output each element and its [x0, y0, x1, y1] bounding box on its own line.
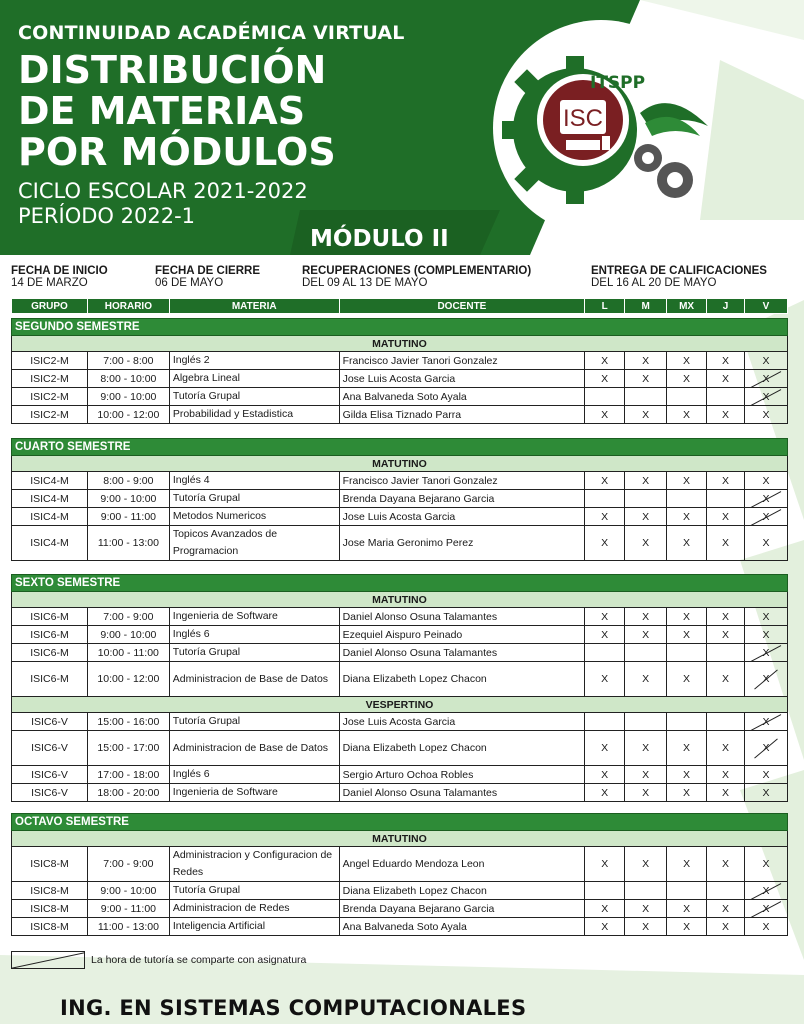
cell-grupo: ISIC8-M: [12, 882, 88, 900]
cell-docente: Gilda Elisa Tiznado Parra: [339, 406, 585, 424]
cell-horario: 10:00 - 12:00: [87, 662, 169, 697]
table-row: [12, 882, 788, 900]
shift-label: VESPERTINO: [12, 697, 788, 713]
cell-grupo: ISIC6-V: [12, 731, 88, 766]
cell-horario: 17:00 - 18:00: [87, 766, 169, 784]
cell-day: X: [744, 626, 787, 644]
cell-day: X: [585, 508, 625, 526]
cell-day: X: [667, 406, 707, 424]
cell-day: X: [625, 847, 667, 882]
cell-day: X: [585, 370, 625, 388]
cell-day: X: [667, 731, 707, 766]
cell-day: X: [707, 847, 745, 882]
semester-table: [11, 318, 788, 424]
table-row: [12, 626, 788, 644]
cell-grupo: ISIC4-M: [12, 472, 88, 490]
cell-grupo: ISIC2-M: [12, 406, 88, 424]
header-text: [18, 22, 405, 229]
cell-materia: Tutoría Grupal: [169, 713, 339, 731]
cell-docente: Angel Eduardo Mendoza Leon: [339, 847, 585, 882]
date-label: ENTREGA DE CALIFICACIONES: [591, 265, 767, 277]
col-l: L: [585, 299, 625, 314]
cell-docente: Jose Maria Geronimo Perez: [339, 526, 585, 561]
cell-docente: Jose Luis Acosta Garcia: [339, 370, 585, 388]
cell-day: [625, 882, 667, 900]
cell-day: X: [667, 766, 707, 784]
cell-grupo: ISIC2-M: [12, 352, 88, 370]
cell-day: X: [585, 526, 625, 561]
cell-horario: 18:00 - 20:00: [87, 784, 169, 802]
cell-day: X: [707, 472, 745, 490]
cell-day: X: [744, 352, 787, 370]
cell-day: X: [744, 918, 787, 936]
cell-day: X: [667, 608, 707, 626]
cell-materia: Algebra Lineal: [169, 370, 339, 388]
semester-title: SEXTO SEMESTRE: [12, 575, 788, 592]
cell-docente: Sergio Arturo Ochoa Robles: [339, 766, 585, 784]
col-mx: MX: [667, 299, 707, 314]
table-row: [12, 713, 788, 731]
table-row: [12, 508, 788, 526]
cell-day: X: [667, 626, 707, 644]
col-horario: HORARIO: [87, 299, 169, 314]
semester-table: [11, 438, 788, 561]
cell-day: X: [585, 847, 625, 882]
cell-day: X: [707, 900, 745, 918]
semester-title: SEGUNDO SEMESTRE: [12, 319, 788, 336]
cell-materia: Tutoría Grupal: [169, 882, 339, 900]
cell-horario: 10:00 - 12:00: [87, 406, 169, 424]
cell-materia: Ingenieria de Software: [169, 608, 339, 626]
date-value: 06 DE MAYO: [155, 277, 224, 289]
cell-horario: 15:00 - 16:00: [87, 713, 169, 731]
table-row: [12, 490, 788, 508]
cell-day: X: [667, 508, 707, 526]
cell-day: X: [585, 784, 625, 802]
cell-docente: Ana Balvaneda Soto Ayala: [339, 918, 585, 936]
cell-horario: 7:00 - 9:00: [87, 847, 169, 882]
header-subtitle: CONTINUIDAD ACADÉMICA VIRTUAL: [18, 22, 405, 44]
col-m: M: [625, 299, 667, 314]
col-grupo: GRUPO: [12, 299, 88, 314]
cell-grupo: ISIC6-V: [12, 713, 88, 731]
cell-day: X: [744, 608, 787, 626]
cell-docente: Daniel Alonso Osuna Talamantes: [339, 608, 585, 626]
cell-day: [585, 644, 625, 662]
cell-day: X: [707, 626, 745, 644]
cell-day: X: [625, 900, 667, 918]
table-row: [12, 766, 788, 784]
cell-horario: 9:00 - 10:00: [87, 388, 169, 406]
cell-day: [667, 644, 707, 662]
itspp-gear-logo: [480, 18, 722, 238]
cell-day: X: [744, 472, 787, 490]
cell-materia: Tutoría Grupal: [169, 490, 339, 508]
table-row: [12, 526, 788, 561]
cell-materia: Probabilidad y Estadistica: [169, 406, 339, 424]
cell-grupo: ISIC6-M: [12, 644, 88, 662]
date-value: 14 DE MARZO: [11, 277, 88, 289]
cell-materia: Inglés 6: [169, 626, 339, 644]
recovery-date: [302, 265, 531, 289]
cell-day: X: [625, 406, 667, 424]
cell-day: X: [744, 713, 787, 731]
cell-day: X: [625, 731, 667, 766]
cell-day: X: [667, 526, 707, 561]
module-label: MÓDULO II: [310, 226, 449, 252]
school-period: PERÍODO 2022-1: [18, 204, 196, 228]
cell-docente: Jose Luis Acosta Garcia: [339, 713, 585, 731]
end-date: [155, 265, 260, 289]
logo-arc-text: ITSPP: [590, 73, 646, 93]
cell-day: X: [744, 406, 787, 424]
date-label: FECHA DE INICIO: [11, 265, 108, 277]
cell-materia: Inteligencia Artificial: [169, 918, 339, 936]
cell-materia: Administracion y Configuracion de Redes: [169, 847, 339, 882]
col-v: V: [744, 299, 787, 314]
cell-day: X: [625, 766, 667, 784]
table-row: [12, 406, 788, 424]
cell-materia: Tutoría Grupal: [169, 388, 339, 406]
legend-swatch: [11, 951, 85, 969]
cell-materia: Inglés 2: [169, 352, 339, 370]
cell-day: [625, 388, 667, 406]
shift-label: MATUTINO: [12, 592, 788, 608]
cell-day: X: [585, 918, 625, 936]
cell-grupo: ISIC4-M: [12, 490, 88, 508]
cell-day: X: [744, 526, 787, 561]
table-row: [12, 731, 788, 766]
cell-materia: Topicos Avanzados de Programacion: [169, 526, 339, 561]
table-row: [12, 918, 788, 936]
start-date: [11, 265, 108, 289]
cell-grupo: ISIC6-M: [12, 608, 88, 626]
cell-day: X: [667, 352, 707, 370]
table-row: [12, 900, 788, 918]
cell-horario: 7:00 - 8:00: [87, 352, 169, 370]
cell-day: [585, 713, 625, 731]
cell-grupo: ISIC2-M: [12, 370, 88, 388]
cell-horario: 9:00 - 11:00: [87, 900, 169, 918]
cell-day: X: [744, 766, 787, 784]
cell-day: X: [585, 766, 625, 784]
cell-grupo: ISIC2-M: [12, 388, 88, 406]
cell-docente: Diana Elizabeth Lopez Chacon: [339, 662, 585, 697]
cell-day: X: [707, 662, 745, 697]
cell-horario: 9:00 - 10:00: [87, 626, 169, 644]
cell-day: [585, 388, 625, 406]
cell-day: X: [625, 784, 667, 802]
cell-horario: 15:00 - 17:00: [87, 731, 169, 766]
cell-day: X: [585, 731, 625, 766]
cell-day: X: [707, 370, 745, 388]
cell-day: X: [707, 918, 745, 936]
cell-day: X: [744, 882, 787, 900]
cell-horario: 9:00 - 11:00: [87, 508, 169, 526]
footer-career: ING. EN SISTEMAS COMPUTACIONALES: [60, 996, 527, 1020]
table-row: [12, 784, 788, 802]
cell-docente: Ana Balvaneda Soto Ayala: [339, 388, 585, 406]
semester-table: [11, 813, 788, 936]
cell-materia: Tutoría Grupal: [169, 644, 339, 662]
cell-materia: Inglés 4: [169, 472, 339, 490]
date-label: RECUPERACIONES (COMPLEMENTARIO): [302, 265, 532, 277]
cell-day: [707, 388, 745, 406]
cell-day: [707, 490, 745, 508]
shift-label: MATUTINO: [12, 456, 788, 472]
semester-table: [11, 574, 788, 802]
school-cycle: CICLO ESCOLAR 2021-2022: [18, 179, 308, 203]
cell-day: X: [585, 662, 625, 697]
cell-day: X: [625, 918, 667, 936]
table-row: [12, 352, 788, 370]
cell-docente: Francisco Javier Tanori Gonzalez: [339, 472, 585, 490]
cell-day: X: [744, 508, 787, 526]
cell-day: [707, 713, 745, 731]
cell-grupo: ISIC6-M: [12, 662, 88, 697]
cell-horario: 8:00 - 10:00: [87, 370, 169, 388]
cell-day: X: [744, 784, 787, 802]
cell-horario: 11:00 - 13:00: [87, 526, 169, 561]
cell-docente: Brenda Dayana Bejarano Garcia: [339, 900, 585, 918]
cell-day: [667, 713, 707, 731]
cell-grupo: ISIC8-M: [12, 918, 88, 936]
cell-grupo: ISIC4-M: [12, 508, 88, 526]
cell-day: X: [744, 662, 787, 697]
cell-day: X: [744, 847, 787, 882]
col-docente: DOCENTE: [339, 299, 585, 314]
cell-docente: Jose Luis Acosta Garcia: [339, 508, 585, 526]
cell-day: X: [625, 352, 667, 370]
cell-day: X: [625, 662, 667, 697]
cell-materia: Inglés 6: [169, 766, 339, 784]
table-row: [12, 644, 788, 662]
cell-day: X: [707, 766, 745, 784]
cell-materia: Administracion de Base de Datos: [169, 731, 339, 766]
page-title: [18, 50, 405, 173]
cell-day: X: [707, 406, 745, 424]
cell-docente: Daniel Alonso Osuna Talamantes: [339, 644, 585, 662]
cell-grupo: ISIC8-M: [12, 900, 88, 918]
col-materia: MATERIA: [169, 299, 339, 314]
cell-day: [707, 882, 745, 900]
cell-horario: 10:00 - 11:00: [87, 644, 169, 662]
cell-day: X: [625, 370, 667, 388]
title-line: DE MATERIAS: [18, 89, 306, 133]
grades-date: [591, 265, 767, 289]
cell-day: [625, 713, 667, 731]
dates-row: [11, 265, 796, 293]
cell-day: X: [667, 370, 707, 388]
cell-day: [667, 490, 707, 508]
cell-day: X: [707, 508, 745, 526]
cell-materia: Metodos Numericos: [169, 508, 339, 526]
cell-day: X: [585, 626, 625, 644]
cell-day: [667, 388, 707, 406]
table-row: [12, 662, 788, 697]
cell-materia: Administracion de Base de Datos: [169, 662, 339, 697]
cell-day: X: [707, 731, 745, 766]
cell-docente: Daniel Alonso Osuna Talamantes: [339, 784, 585, 802]
table-row: [12, 608, 788, 626]
cell-grupo: ISIC6-V: [12, 766, 88, 784]
cell-day: X: [585, 472, 625, 490]
cell-docente: Diana Elizabeth Lopez Chacon: [339, 731, 585, 766]
cell-day: X: [625, 508, 667, 526]
cell-docente: Ezequiel Aispuro Peinado: [339, 626, 585, 644]
cell-day: X: [667, 662, 707, 697]
cell-horario: 11:00 - 13:00: [87, 918, 169, 936]
cell-day: X: [744, 388, 787, 406]
cell-day: [625, 490, 667, 508]
cell-grupo: ISIC8-M: [12, 847, 88, 882]
table-row: [12, 370, 788, 388]
table-row: [12, 472, 788, 490]
table-row: [12, 847, 788, 882]
cell-day: X: [744, 644, 787, 662]
cell-day: [585, 490, 625, 508]
cell-day: X: [744, 490, 787, 508]
cell-grupo: ISIC6-V: [12, 784, 88, 802]
cell-day: X: [625, 526, 667, 561]
col-j: J: [707, 299, 745, 314]
cell-day: X: [585, 900, 625, 918]
cell-day: X: [667, 784, 707, 802]
column-header: [11, 298, 788, 314]
cell-day: X: [707, 526, 745, 561]
title-line: DISTRIBUCIÓN: [18, 48, 327, 92]
cell-materia: Ingenieria de Software: [169, 784, 339, 802]
cell-day: X: [625, 472, 667, 490]
cell-day: X: [585, 406, 625, 424]
cell-day: X: [667, 847, 707, 882]
logo-text: ISC: [562, 105, 604, 132]
cell-day: X: [744, 900, 787, 918]
legend-text: La hora de tutoría se comparte con asignatura: [91, 954, 307, 966]
cell-day: X: [667, 900, 707, 918]
table-row: [12, 388, 788, 406]
cell-day: X: [667, 472, 707, 490]
semester-title: OCTAVO SEMESTRE: [12, 814, 788, 831]
title-line: POR MÓDULOS: [18, 130, 336, 174]
cell-horario: 9:00 - 10:00: [87, 882, 169, 900]
cell-horario: 8:00 - 9:00: [87, 472, 169, 490]
cell-horario: 9:00 - 10:00: [87, 490, 169, 508]
date-value: DEL 09 AL 13 DE MAYO: [302, 277, 428, 289]
cell-day: X: [744, 731, 787, 766]
cell-day: [585, 882, 625, 900]
cell-day: [625, 644, 667, 662]
date-value: DEL 16 AL 20 DE MAYO: [591, 277, 717, 289]
cell-day: X: [707, 784, 745, 802]
semester-title: CUARTO SEMESTRE: [12, 439, 788, 456]
cell-docente: Diana Elizabeth Lopez Chacon: [339, 882, 585, 900]
cell-day: [667, 882, 707, 900]
cell-day: X: [585, 608, 625, 626]
cell-day: X: [744, 370, 787, 388]
cell-docente: Francisco Javier Tanori Gonzalez: [339, 352, 585, 370]
date-label: FECHA DE CIERRE: [155, 265, 260, 277]
cell-horario: 7:00 - 9:00: [87, 608, 169, 626]
cell-day: X: [625, 608, 667, 626]
cell-day: X: [707, 608, 745, 626]
shift-label: MATUTINO: [12, 336, 788, 352]
cell-day: X: [707, 352, 745, 370]
cell-day: X: [625, 626, 667, 644]
cell-day: X: [585, 352, 625, 370]
cell-docente: Brenda Dayana Bejarano Garcia: [339, 490, 585, 508]
cell-day: X: [667, 918, 707, 936]
cell-day: [707, 644, 745, 662]
cell-grupo: ISIC6-M: [12, 626, 88, 644]
cell-materia: Administracion de Redes: [169, 900, 339, 918]
cell-grupo: ISIC4-M: [12, 526, 88, 561]
shift-label: MATUTINO: [12, 831, 788, 847]
